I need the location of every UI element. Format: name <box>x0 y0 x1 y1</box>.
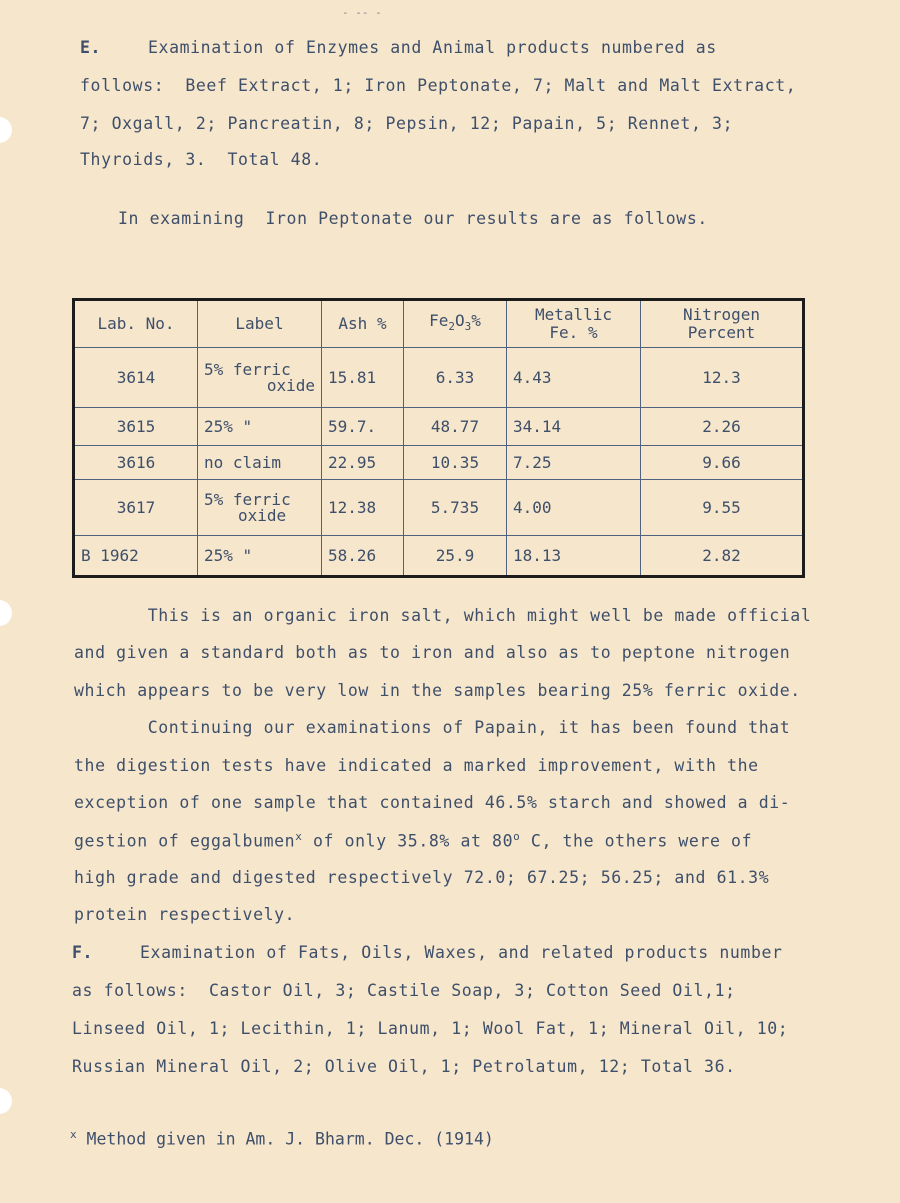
cell-metallic-fe: 4.00 <box>507 480 641 536</box>
section-e-line-3: 7; Oxgall, 2; Pancreatin, 8; Pepsin, 12; Papain, 5; Rennet, 3; <box>80 114 734 133</box>
header-nitrogen: Nitrogen Percent <box>641 300 804 348</box>
table-row <box>74 348 804 408</box>
cell-fe2o3: 10.35 <box>404 446 507 480</box>
digestion-line: gestion of eggalbumen$^x$ of only 35.8% at 80$^o$ C, the others were of <box>74 830 753 851</box>
cell-nitrogen: 9.66 <box>641 446 804 480</box>
cell-label: 5% ferric oxide <box>198 348 322 408</box>
iron-peptonate-intro: In examining Iron Peptonate our results are as follows. <box>118 209 708 228</box>
cell-nitrogen: 12.3 <box>641 348 804 408</box>
section-f-line-1: Examination of Fats, Oils, Waxes, and related products number <box>140 943 783 962</box>
footnote-text: Method given in Am. J. Bharm. Dec. (1914) <box>76 1129 494 1149</box>
cell-lab-no: 3617 <box>74 480 198 536</box>
cell-nitrogen: 2.26 <box>641 408 804 446</box>
cell-nitrogen: 9.55 <box>641 480 804 536</box>
section-e-letter: E. <box>80 38 102 57</box>
cell-lab-no: 3615 <box>74 408 198 446</box>
paragraph-line: which appears to be very low in the samples bearing 25% ferric oxide. <box>74 681 801 700</box>
section-f-line-2: as follows: Castor Oil, 3; Castile Soap, 3; Cotton Seed Oil,1; <box>72 981 736 1000</box>
cell-label: 25% " <box>198 408 322 446</box>
section-f-letter: F. <box>72 943 94 962</box>
cell-fe2o3: 6.33 <box>404 348 507 408</box>
footnote <box>70 1128 494 1149</box>
header-label: Label <box>198 300 322 348</box>
section-e-line-1: Examination of Enzymes and Animal products numbered as <box>148 38 717 57</box>
cell-metallic-fe: 34.14 <box>507 408 641 446</box>
cell-fe2o3: 48.77 <box>404 408 507 446</box>
cell-ash: 58.26 <box>322 536 404 577</box>
cell-ash: 59.7. <box>322 408 404 446</box>
cell-lab-no: 3614 <box>74 348 198 408</box>
cell-fe2o3: 25.9 <box>404 536 507 577</box>
section-e-line-4: Thyroids, 3. Total 48. <box>80 150 323 169</box>
header-metallic-fe: Metallic Fe. % <box>507 300 641 348</box>
paragraph-line: and given a standard both as to iron and also as to peptone nitrogen <box>74 643 791 662</box>
cell-lab-no: 3616 <box>74 446 198 480</box>
paragraph-line: exception of one sample that contained 46.5% starch and showed a di- <box>74 793 791 812</box>
cell-ash: 22.95 <box>322 446 404 480</box>
cell-metallic-fe: 18.13 <box>507 536 641 577</box>
header-ash: Ash % <box>322 300 404 348</box>
top-mark: - -- - <box>342 6 382 19</box>
punch-hole-top <box>0 117 12 143</box>
table-row <box>74 446 804 480</box>
table-header-row <box>74 300 804 348</box>
cell-label: 25% " <box>198 536 322 577</box>
cell-ash: 15.81 <box>322 348 404 408</box>
table-row <box>74 536 804 577</box>
header-fe2o3: $Fe_2O_3\%$ <box>404 300 507 348</box>
section-f-line-4: Russian Mineral Oil, 2; Olive Oil, 1; Petrolatum, 12; Total 36. <box>72 1057 736 1076</box>
section-f-line-3: Linseed Oil, 1; Lecithin, 1; Lanum, 1; Wool Fat, 1; Mineral Oil, 10; <box>72 1019 789 1038</box>
paragraph-line: Continuing our examinations of Papain, it has been found that <box>74 718 791 737</box>
cell-lab-no: B 1962 <box>74 536 198 577</box>
cell-label: 5% ferric oxide <box>198 480 322 536</box>
cell-nitrogen: 2.82 <box>641 536 804 577</box>
punch-hole-middle <box>0 600 12 626</box>
cell-fe2o3: 5.735 <box>404 480 507 536</box>
paragraph-line: the digestion tests have indicated a marked improvement, with the <box>74 756 759 775</box>
paragraph-line: This is an organic iron salt, which might well be made official <box>74 606 812 625</box>
table-row <box>74 408 804 446</box>
footnote-mark: x <box>70 1128 77 1141</box>
cell-label: no claim <box>198 446 322 480</box>
iron-peptonate-table <box>72 298 805 578</box>
punch-hole-bottom <box>0 1088 12 1114</box>
header-lab-no: Lab. No. <box>74 300 198 348</box>
paragraph-line: protein respectively. <box>74 905 296 924</box>
cell-metallic-fe: 4.43 <box>507 348 641 408</box>
paragraph-line: high grade and digested respectively 72.0; 67.25; 56.25; and 61.3% <box>74 868 770 887</box>
cell-ash: 12.38 <box>322 480 404 536</box>
cell-metallic-fe: 7.25 <box>507 446 641 480</box>
table-row <box>74 480 804 536</box>
section-e-line-2: follows: Beef Extract, 1; Iron Peptonate, 7; Malt and Malt Extract, <box>80 76 797 95</box>
